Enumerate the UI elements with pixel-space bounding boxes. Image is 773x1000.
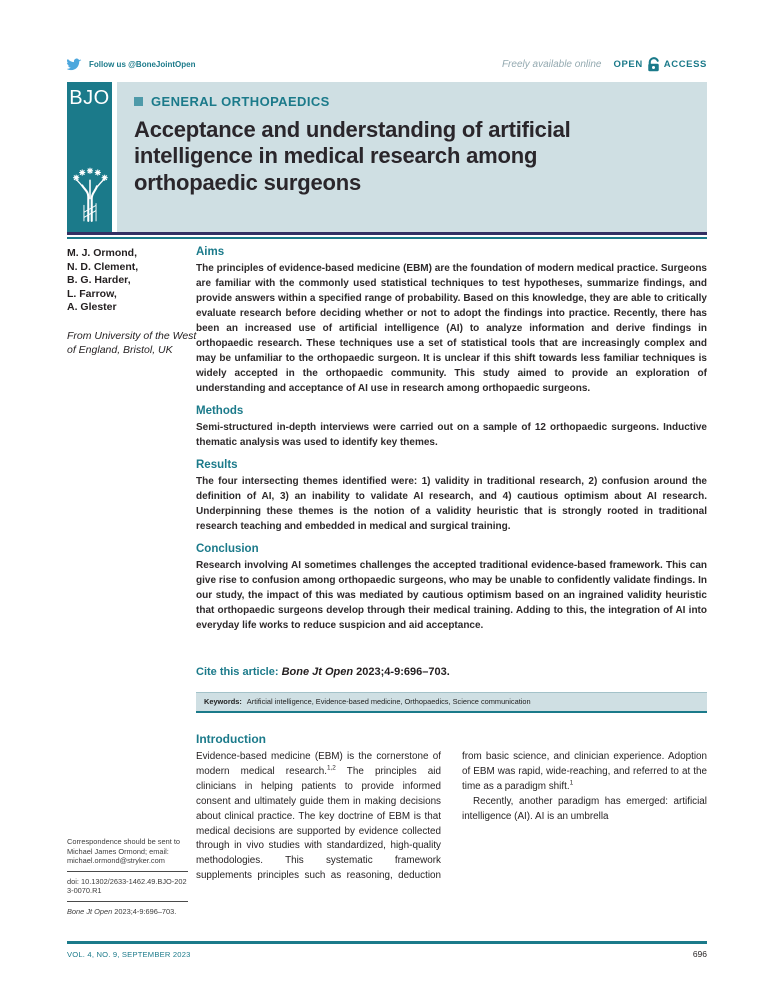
author-name: B. G. Harder, (67, 274, 131, 286)
introduction-section (196, 732, 707, 888)
cite-journal: Bone Jt Open (281, 666, 354, 678)
section-square-icon (134, 97, 143, 106)
introduction-paragraph-1: Evidence-based medicine (EBM) is the cornerstone of modern medical research.$^{1,2}$ The principles aid clinicians in helping patients to provide informed consent and ultimately guide them in making decisions about clinical practice. The key doctrine of EBM is that medical decisions are supported by evidence collected through in vivo studies with standardized, high-quality methodologies. This systematic framework supplements principles such as reasoning, deduction from basic science, and clinician experience. Adoption of EBM was rapid, wide-reaching, and referred to at the time as a paradigm shift.$^1$ (196, 751, 707, 882)
citation-journal: Bone Jt Open (67, 906, 113, 916)
volume-issue-label: VOL. 4, NO. 9, SEPTEMBER 2023 (67, 950, 191, 959)
sidebar-rule (67, 901, 188, 902)
methods-heading: Methods (196, 405, 244, 417)
doi-note: doi: 10.1302/2633-1462.49.BJO-2023-0070.R1 (67, 876, 187, 896)
methods-text: Semi-structured in-depth interviews were carried out on a sample of 12 orthopaedic surgeons. Inductive thematic analysis was used to identify key themes. (196, 422, 707, 448)
cite-rest: 2023;4-9:696–703. (356, 666, 450, 678)
correspondence-note: Correspondence should be sent to Michael James Ormond; email: michael.ormond@stryker.com (67, 837, 180, 866)
introduction-paragraph-2: Recently, another paradigm has emerged: artificial intelligence (AI). AI is an umbrella (462, 795, 707, 822)
sidebar-rule (67, 871, 188, 872)
freely-available-label: Freely available online (501, 58, 602, 70)
reference-superscript: 1 (569, 779, 574, 787)
footer (67, 949, 707, 959)
access-label: ACCESS (663, 58, 707, 70)
sidebar-notes (67, 837, 188, 917)
citation-rest: 2023;4-9:696–703. (112, 906, 177, 916)
aims-heading: Aims (196, 246, 225, 258)
open-access-badge (613, 56, 707, 73)
abstract-section-aims (196, 246, 707, 396)
abstract-section-conclusion (196, 543, 707, 633)
open-access-area (502, 56, 707, 73)
section-row (134, 94, 697, 109)
introduction-heading: Introduction (196, 732, 266, 746)
aims-text: The principles of evidence-based medicine (EBM) are the foundation of modern medical practice. Surgeons are familiar with the commonly used statistical techniques to test hypotheses, summarize findings, and provide answers within a specified range of probability. Based on this knowledge, they are able to critically evaluate research before deciding whether or not to adopt the findings into practice. Recently, there has been an increased use of artificial intelligence (AI) to analyze information and derive findings in orthopaedic research. These techniques use a set of statistical tools that are increasingly complex and may be unfamiliar to the orthopaedic surgeon. It is unclear if this shift towards less familiar techniques is widely accepted in the orthopaedic community. This study aimed to provide an exploration of understanding and acceptance of AI use in research among orthopaedic surgeons. (196, 263, 707, 394)
bjo-logo-text: BJO (69, 87, 110, 109)
open-label: OPEN (613, 58, 643, 70)
author-name: L. Farrow, (67, 287, 117, 300)
twitter-follow-link[interactable] (67, 58, 195, 71)
main-column (196, 246, 707, 888)
abstract-section-methods (196, 405, 707, 450)
cite-this-article (196, 666, 707, 678)
author-name: A. Glester (67, 301, 117, 313)
masthead (67, 82, 707, 232)
page-number: 696 (692, 949, 707, 959)
open-lock-icon (646, 56, 661, 73)
divider-teal-rule (67, 237, 707, 239)
author-name: N. D. Clement, (67, 260, 139, 273)
tree-icon (71, 164, 109, 226)
abstract-section-results (196, 459, 707, 534)
conclusion-heading: Conclusion (196, 543, 259, 555)
follow-label: Follow us @BoneJointOpen (89, 59, 196, 69)
sidebar-citation (67, 907, 188, 917)
keywords-bar (196, 692, 707, 713)
results-heading: Results (196, 459, 238, 471)
article-title: Acceptance and understanding of artificial intelligence in medical research among orthopaedic surgeons (134, 117, 571, 195)
keywords-label: Keywords: (204, 697, 242, 706)
reference-superscript: 1,2 (326, 764, 336, 772)
footer-rule (67, 941, 707, 944)
author-name: M. J. Ormond, (67, 247, 138, 259)
bjo-logo (67, 82, 112, 232)
conclusion-text: Research involving AI sometimes challenges the accepted traditional evidence-based framework. This can give rise to confusion among orthopaedic surgeons, who may be unable to confidently validate findings. In our study, the impact of this was mediated by cautious optimism based on an ingrained validity heuristic that orthopaedic surgeons develop through their medical training. Adding to this, the integration of AI into everyday life works to reduce suspicion and aid acceptance. (196, 560, 707, 631)
cite-label: Cite this article: (196, 666, 279, 678)
affiliation: From University of the West of England, Bristol, UK (67, 330, 197, 356)
masthead-divider (67, 232, 707, 239)
section-label: GENERAL ORTHOPAEDICS (151, 94, 330, 109)
keywords-list: Artificial intelligence, Evidence-based medicine, Orthopaedics, Science communication (246, 697, 531, 706)
author-list (67, 247, 195, 315)
top-bar (67, 53, 707, 75)
twitter-bird-icon (67, 58, 82, 71)
title-band (117, 82, 707, 232)
introduction-columns (196, 750, 707, 888)
results-text: The four intersecting themes identified were: 1) validity in traditional research, 2) confusion around the definition of AI, 3) an inability to validate AI research, and 4) cautious optimism about AI research. Underpinning these themes is the notion of a validity heuristic that is strongly rooted in traditional research teaching and embedded in medical and surgical training. (196, 476, 707, 532)
